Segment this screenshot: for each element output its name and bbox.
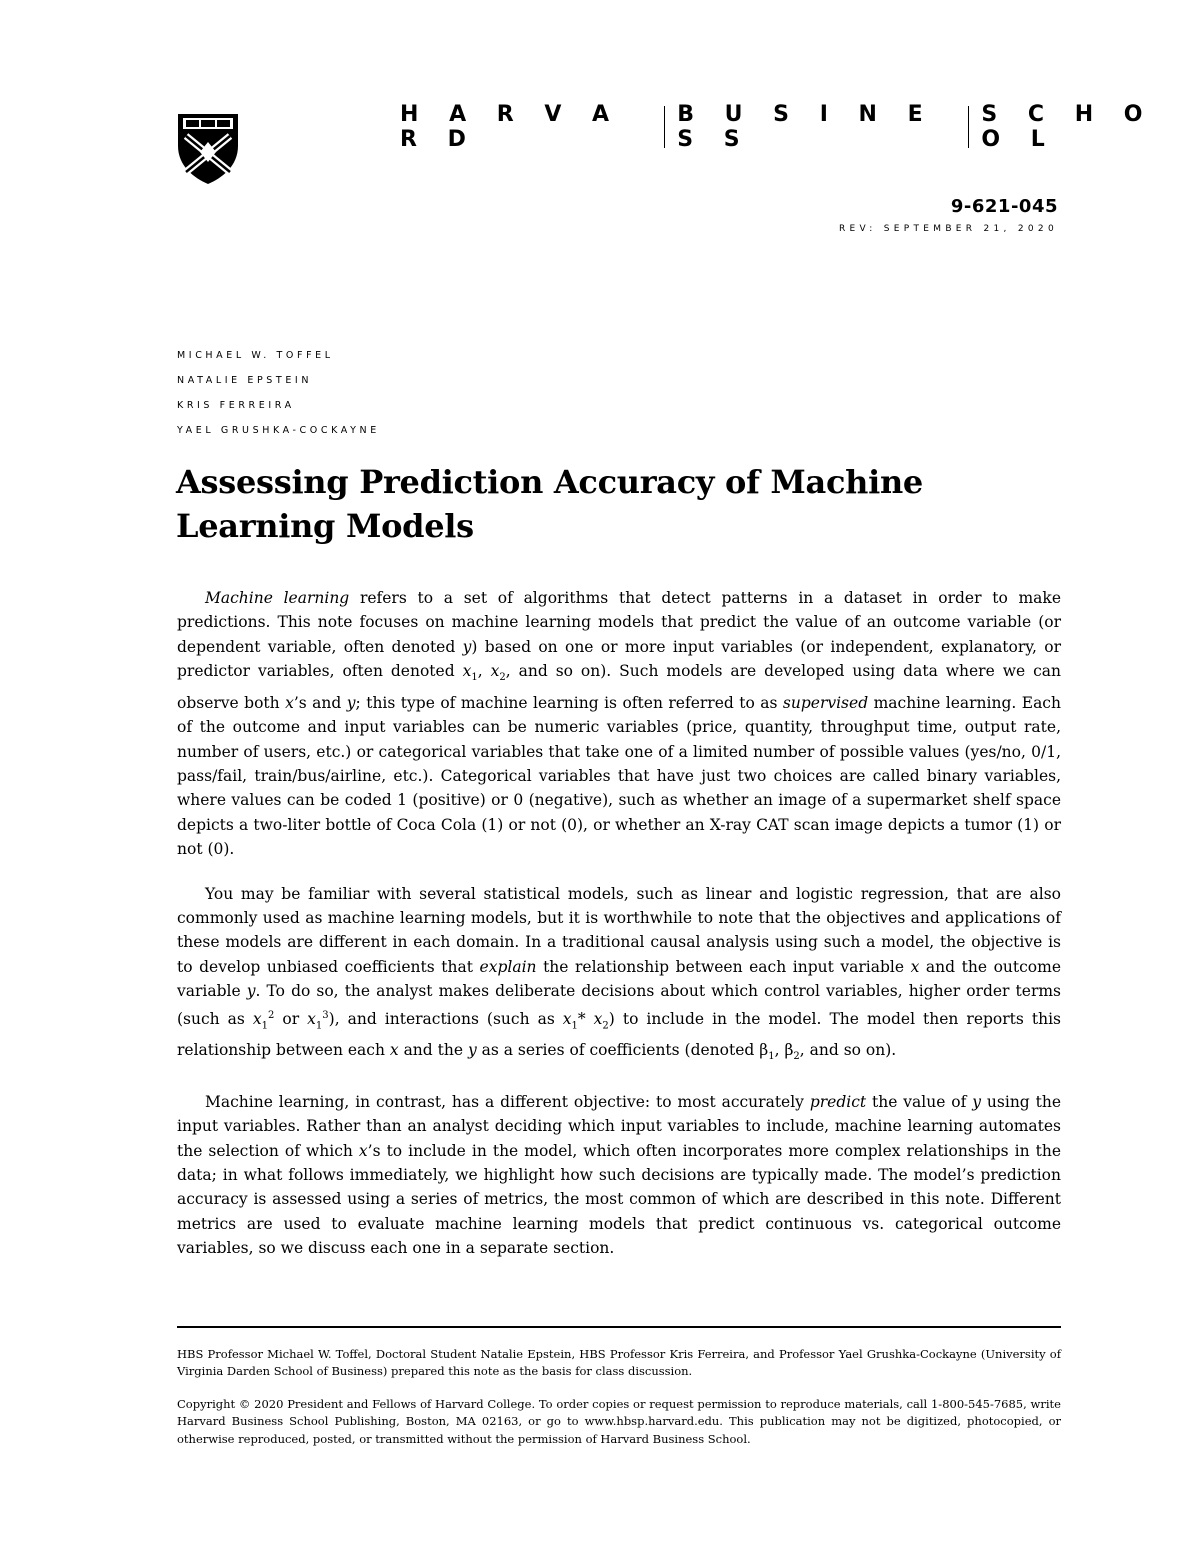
wordmark-divider (968, 106, 969, 148)
document-number: 9-621-045 (950, 196, 1058, 217)
body-paragraph (177, 586, 1061, 862)
text-run: , and so on). (799, 1041, 897, 1060)
body-paragraph (177, 882, 1061, 1070)
text-run: 3 (322, 1009, 329, 1021)
text-run: as a series of coefficients (denoted β (476, 1041, 769, 1060)
text-run: x (252, 1009, 262, 1028)
text-run: y (346, 693, 356, 712)
footer-rule (177, 1326, 1061, 1328)
text-run: 1 (261, 1019, 268, 1031)
harvard-veritas-shield-icon (176, 112, 240, 186)
text-run: using the input variables. Rather than an analyst deciding which input variables to include, machine learning automates the selection of which (177, 1092, 1061, 1160)
author-name: MICHAEL W. TOFFEL (177, 350, 334, 361)
text-run: y (462, 637, 472, 656)
text-run: predict (809, 1092, 867, 1111)
text-run: You may be familiar with several statistical models, such as linear and logistic regression, that are also commonly used as machine learning models, but it is worthwhile to note that the objectives and applications of these models are different in each domain. In a traditional causal analysis using such a model, the objective is to develop unbiased coefficients that (177, 884, 1061, 976)
body-paragraph (177, 1090, 1061, 1261)
text-run: refers to a set of algorithms that detect patterns in a dataset in order to make predictions. This note focuses on machine learning models that predict the value of an outcome variable (or dependent variable, often denoted (177, 589, 1061, 656)
text-run: Machine learning (205, 589, 350, 607)
document-title: Assessing Prediction Accuracy of Machine Learning Models (176, 463, 923, 545)
text-run: y (467, 1041, 477, 1060)
text-run: ; this type of machine learning is often referred to as (355, 693, 783, 712)
author-list (177, 343, 380, 443)
text-run: . To do so, the analyst makes deliberate decisions about which control variables, higher order terms (such as (177, 982, 1062, 1028)
hbs-wordmark (400, 102, 1200, 152)
text-run: or (274, 1009, 308, 1028)
text-run: 2 (499, 672, 506, 684)
text-run: x (593, 1009, 603, 1028)
text-run: machine learning. Each of the outcome and input variables can be numeric variables (price, quantity, throughput time, output rate, number of users, etc.) or categorical variables that take one of a limited number of possible values (yes/no, 0/1, pass/fail, train/bus/airline, etc.). Categorical variables that have just two choices are called binary variables, where values can be coded 1 (positive) or 0 (negative), such as whether an image of a supermarket shelf space depicts a two-liter bottle of Coca Cola (1) or not (0), or whether an X-ray CAT scan image depicts a tumor (1) or not (0). (177, 693, 1061, 859)
author-name: YAEL GRUSHKA-COCKAYNE (177, 425, 380, 436)
author-name: KRIS FERREIRA (177, 400, 295, 411)
footnote-credits: HBS Professor Michael W. Toffel, Doctoral Student Natalie Epstein, HBS Professor Kris Ferreira, and Professor Yael Grushka-Cockayne (University of Virginia Darden School of Business) prepared this note as the basis for class discussion. (177, 1347, 1061, 1379)
text-run: x (490, 662, 500, 681)
text-run: 2 (268, 1009, 275, 1021)
text-run: ) to include in the model. The model then reports this relationship between each (177, 1009, 1061, 1060)
text-run: x (389, 1041, 399, 1060)
text-run: 2 (602, 1019, 609, 1031)
text-run: supervised (782, 693, 869, 712)
text-run: Machine learning, in contrast, has a different objective: to most accurately (205, 1092, 810, 1111)
text-run: explain (479, 957, 537, 976)
text-run: ), and interactions (such as (328, 1009, 563, 1028)
wordmark-divider (664, 106, 665, 148)
text-run: 1 (571, 1019, 578, 1031)
text-run: the relationship between each input variable (536, 957, 911, 976)
body-text (177, 586, 1061, 1281)
text-run: 1 (471, 672, 478, 684)
text-run: y (246, 982, 256, 1001)
text-run: x (307, 1009, 316, 1028)
text-run: * (577, 1009, 594, 1028)
text-run: ’s and (293, 693, 347, 712)
text-run: , and so on). Such models are developed using data where we can observe both (177, 662, 1062, 712)
text-run: 2 (793, 1051, 800, 1063)
text-run: and the (398, 1041, 468, 1060)
text-run: , β (774, 1041, 794, 1060)
text-run: 1 (315, 1019, 323, 1031)
footnote-copyright: Copyright © 2020 President and Fellows of Harvard College. To order copies or request permission to reproduce materials, call 1-800-545-7685, write Harvard Business School Publishing, Boston, MA 02163, or go to www.hbsp.harvard.edu. This publication may not be digitized, photocopied, or otherwise reproduced, posted, or transmitted without the permission of Harvard Business School. (177, 1397, 1061, 1446)
text-run: , (477, 662, 491, 681)
wordmark-harvard: H A R V A R D (400, 102, 621, 152)
text-run: and the outcome variable (177, 957, 1061, 1001)
text-run: the value of (866, 1092, 973, 1111)
text-run: ’s to include in the model, which often incorporates more complex relationships in the data; in what follows immediately, we highlight how such decisions are typically made. The model’s prediction accuracy is assessed using a series of metrics, the most common of which are described in this note. Different metrics are used to evaluate machine learning models that predict continuous vs. categorical outcome variables, so we discuss each one in a separate section. (177, 1141, 1061, 1258)
text-run: x (462, 662, 472, 681)
wordmark-business: B U S I N E S S (677, 102, 935, 152)
text-run: x (910, 957, 920, 976)
wordmark-school: S C H O O L (981, 102, 1154, 152)
text-run: 1 (768, 1051, 775, 1063)
text-run: y (972, 1092, 982, 1111)
revision-date: REV: SEPTEMBER 21, 2020 (839, 224, 1058, 234)
text-run: x (358, 1141, 368, 1160)
text-run: x (562, 1009, 572, 1028)
text-run: x (285, 693, 294, 712)
author-name: NATALIE EPSTEIN (177, 375, 313, 386)
text-run: ) based on one or more input variables (or independent, explanatory, or predictor variables, often denoted (177, 637, 1061, 681)
